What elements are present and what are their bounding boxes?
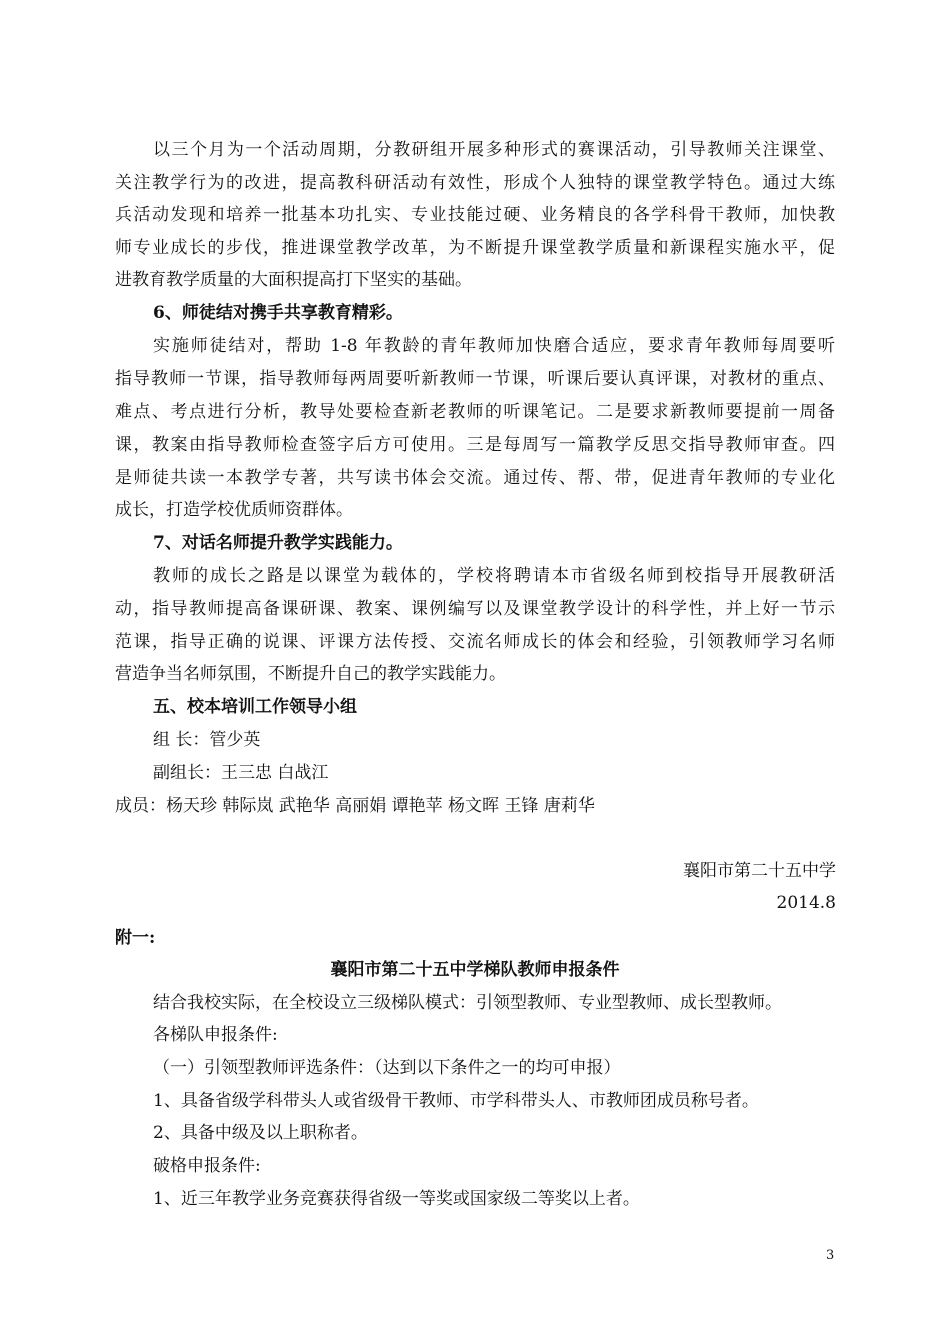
appendix-line: 2、具备中级及以上职称者。 [153,1123,368,1143]
paragraph-line: 教师的成长之路是以课堂为载体的，学校将聘请本市省级名师到校指导开展教研活 [153,566,835,586]
page-number: 3 [826,1248,835,1263]
appendix-title: 襄阳市第二十五中学梯队教师申报条件 [330,960,620,980]
paragraph-line: 动，指导教师提高备课研课、教案、课例编写以及课堂教学设计的科学性，并上好一节示 [115,599,835,619]
section-heading-7: 7、对话名师提升教学实践能力。 [153,533,403,553]
appendix-line: 1、具备省级学科带头人或省级骨干教师、市学科带头人、市教师团成员称号者。 [153,1091,759,1111]
paragraph-line: 范课，指导正确的说课、评课方法传授、交流名师成长的体会和经验，引领教师学习名师 [115,632,835,652]
paragraph-line: 进教育教学质量的大面积提高打下坚实的基础。 [115,270,472,290]
signature-date: 2014.8 [776,893,836,913]
paragraph-line: 课，教案由指导教师检查签字后方可使用。三是每周写一篇教学反思交指导教师审查。四 [115,435,835,455]
appendix-label: 附一: [115,928,156,948]
appendix-line: 各梯队申报条件: [153,1025,278,1045]
school-signature: 襄阳市第二十五中学 [683,861,836,881]
paragraph-line: 关注教学行为的改进，提高教科研活动有效性，形成个人独特的课堂教学特色。通过大练 [115,173,835,193]
section-heading-5: 五、校本培训工作领导小组 [153,697,357,717]
appendix-line: 破格申报条件: [153,1156,261,1176]
appendix-line: （一）引领型教师评选条件：（达到以下条件之一的均可申报） [153,1058,621,1078]
section-heading-6: 6、师徒结对携手共享教育精彩。 [153,303,403,323]
paragraph-line: 成长，打造学校优质师资群体。 [115,500,353,520]
vice-leader-line: 副组长：王三忠 白战江 [153,763,329,783]
leader-line: 组 长：管少英 [153,730,261,750]
paragraph-line: 指导教师一节课，指导教师每两周要听新教师一节课，听课后要认真评课，对教材的重点、 [115,369,835,389]
appendix-line: 1、近三年教学业务竞赛获得省级一等奖或国家级二等奖以上者。 [153,1189,640,1209]
paragraph-line: 难点、考点进行分析，教导处要检查新老教师的听课笔记。二是要求新教师要提前一周备 [115,402,835,422]
paragraph-line: 师专业成长的步伐，推进课堂教学改革，为不断提升课堂教学质量和新课程实施水平，促 [115,238,835,258]
paragraph-line: 营造争当名师氛围，不断提升自己的教学实践能力。 [115,664,506,684]
members-line: 成员：杨天珍 韩际岚 武艳华 高丽娟 谭艳苹 杨文晖 王锋 唐莉华 [115,796,595,816]
paragraph-line: 是师徒共读一本教学专著，共写读书体会交流。通过传、帮、带，促进青年教师的专业化 [115,468,835,488]
paragraph-line: 实施师徒结对，帮助 1-8 年教龄的青年教师加快磨合适应，要求青年教师每周要听 [153,336,835,356]
paragraph-line: 以三个月为一个活动周期，分教研组开展多种形式的赛课活动，引导教师关注课堂、 [153,140,835,160]
paragraph-line: 兵活动发现和培养一批基本功扎实、专业技能过硬、业务精良的各学科骨干教师，加快教 [115,205,835,225]
appendix-line: 结合我校实际，在全校设立三级梯队模式：引领型教师、专业型教师、成长型教师。 [153,993,782,1013]
